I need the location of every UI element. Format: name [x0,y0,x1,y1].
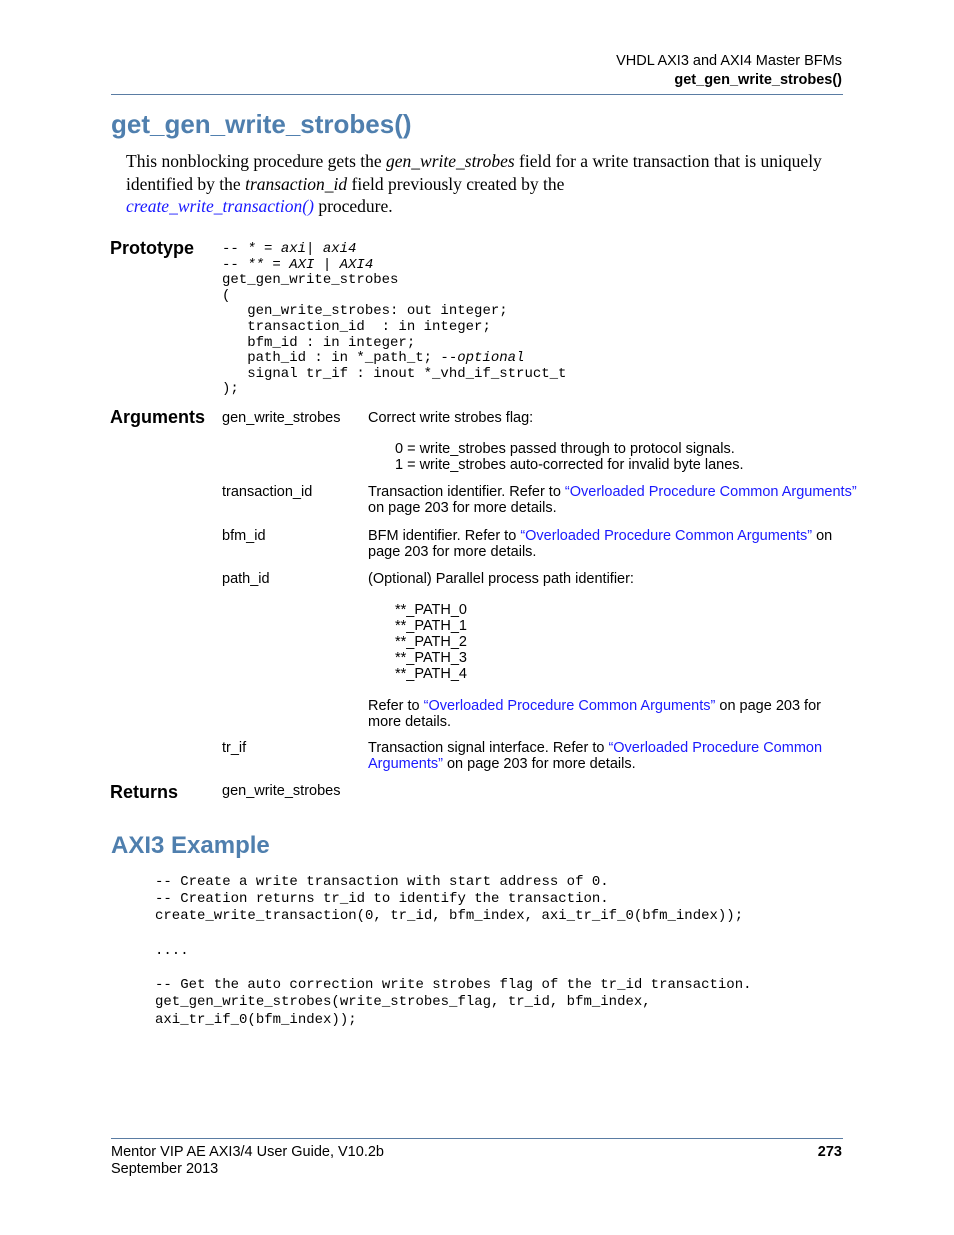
example-line: -- Create a write transaction with start address of 0. [155,874,609,890]
running-header [616,52,842,90]
path-refer-text [368,698,858,730]
overloaded-args-link[interactable]: “Overloaded Procedure Common Arguments” [564,484,857,500]
argument-desc-text: BFM identifier. Refer to [368,528,521,544]
prototype-heading: Prototype [110,238,195,258]
intro-paragraph [126,150,826,218]
path-list [368,602,858,682]
code-comment-AXI: ** = AXI | AXI4 [247,256,374,273]
argument-name: tr_if [222,740,247,756]
argument-name: gen_write_strobes [222,410,341,426]
argument-desc-text: Correct write strobes flag: [368,410,534,426]
argument-description [368,528,858,560]
example-line: get_gen_write_strobes(write_strobes_flag, tr_id, bfm_index, [155,994,651,1011]
code-param-path-id: path_id : in *_path_t; -- [222,350,458,367]
arguments-heading: Arguments [110,407,206,427]
intro-text-2: field for a write transaction that is uniquely identified by the [126,151,822,194]
footer-left [111,1144,384,1178]
example-heading: AXI3 Example [111,832,270,859]
code-optional-comment: optional [457,350,525,367]
page-title: get_gen_write_strobes() [111,109,412,139]
overloaded-args-link[interactable]: “Overloaded Procedure Common Arguments” [423,698,716,714]
argument-description [368,571,858,730]
code-param-bfm-id: bfm_id : in integer; [222,334,416,351]
code-comment-prefix: -- [222,256,248,273]
example-line: .... [155,942,189,959]
example-line: create_write_transaction(0, tr_id, bfm_index, axi_tr_if_0(bfm_index)); [155,908,744,925]
example-line: axi_tr_if_0(bfm_index)); [155,1011,357,1028]
footer-guide-title: Mentor VIP AE AXI3/4 User Guide, V10.2b [111,1144,384,1160]
overloaded-args-link[interactable]: “Overloaded Procedure Common Arguments” [368,740,823,772]
argument-description [368,410,858,473]
code-open-paren: ( [222,287,231,304]
argument-desc-text: Refer to [368,698,424,714]
overloaded-args-link[interactable]: “Overloaded Procedure Common Arguments” [520,528,813,544]
path-item: **_PATH_2 [395,634,467,650]
intro-text-1: This nonblocking procedure gets the [126,151,387,171]
intro-text-3: field previously created by the [347,173,565,194]
argument-desc-text: on page 203 for more details. [368,528,833,560]
create-write-transaction-link[interactable]: create_write_transaction() [126,196,314,216]
code-comment-axi: * = axi| axi4 [247,241,357,257]
example-line: -- Creation returns tr_id to identify the transaction. [155,891,609,908]
path-item: **_PATH_1 [395,618,467,634]
argument-desc-text: Transaction signal interface. Refer to [368,740,609,756]
argument-desc-text: on page 203 for more details. [368,500,557,516]
argument-desc-text: on page 203 for more details. [442,756,636,772]
footer-rule [111,1138,843,1139]
path-item: **_PATH_3 [395,650,467,666]
argument-description [368,484,858,516]
code-param-transaction-id: transaction_id : in integer; [222,318,491,335]
value-0-text: 0 = write_strobes passed through to protocol signals. [395,441,735,457]
running-header-chapter: VHDL AXI3 and AXI4 Master BFMs [616,53,842,69]
page-number: 273 [817,1144,842,1160]
code-comment-prefix: -- [222,241,248,257]
intro-transaction-id: transaction_id [245,173,348,194]
argument-desc-text: Transaction identifier. Refer to [368,484,565,500]
path-item: **_PATH_0 [395,602,467,618]
footer-date: September 2013 [111,1161,219,1177]
argument-name: bfm_id [222,528,266,544]
example-code [155,874,752,1029]
value-1-text: 1 = write_strobes auto-corrected for invalid byte lanes. [395,457,744,473]
argument-desc-text: (Optional) Parallel process path identifier: [368,571,634,587]
prototype-code [222,242,566,398]
argument-name: path_id [222,571,270,587]
intro-text-4: procedure. [313,196,393,216]
argument-desc-text: on page 203 for more details. [368,698,821,730]
code-param-gen-write-strobes: gen_write_strobes: out integer; [222,303,508,320]
code-close-paren: ); [222,381,239,398]
intro-field-name: gen_write_strobes [386,151,515,171]
argument-name: transaction_id [222,484,313,500]
path-item: **_PATH_4 [395,666,467,682]
returns-value: gen_write_strobes [222,783,341,799]
running-header-section: get_gen_write_strobes() [674,72,842,88]
code-procedure-name: get_gen_write_strobes [222,272,399,289]
returns-heading: Returns [110,782,179,802]
argument-description [368,740,858,772]
example-line: -- Get the auto correction write strobes flag of the tr_id transaction. [155,977,752,994]
code-param-tr-if: signal tr_if : inout *_vhd_if_struct_t [222,365,567,382]
header-rule [111,94,843,95]
